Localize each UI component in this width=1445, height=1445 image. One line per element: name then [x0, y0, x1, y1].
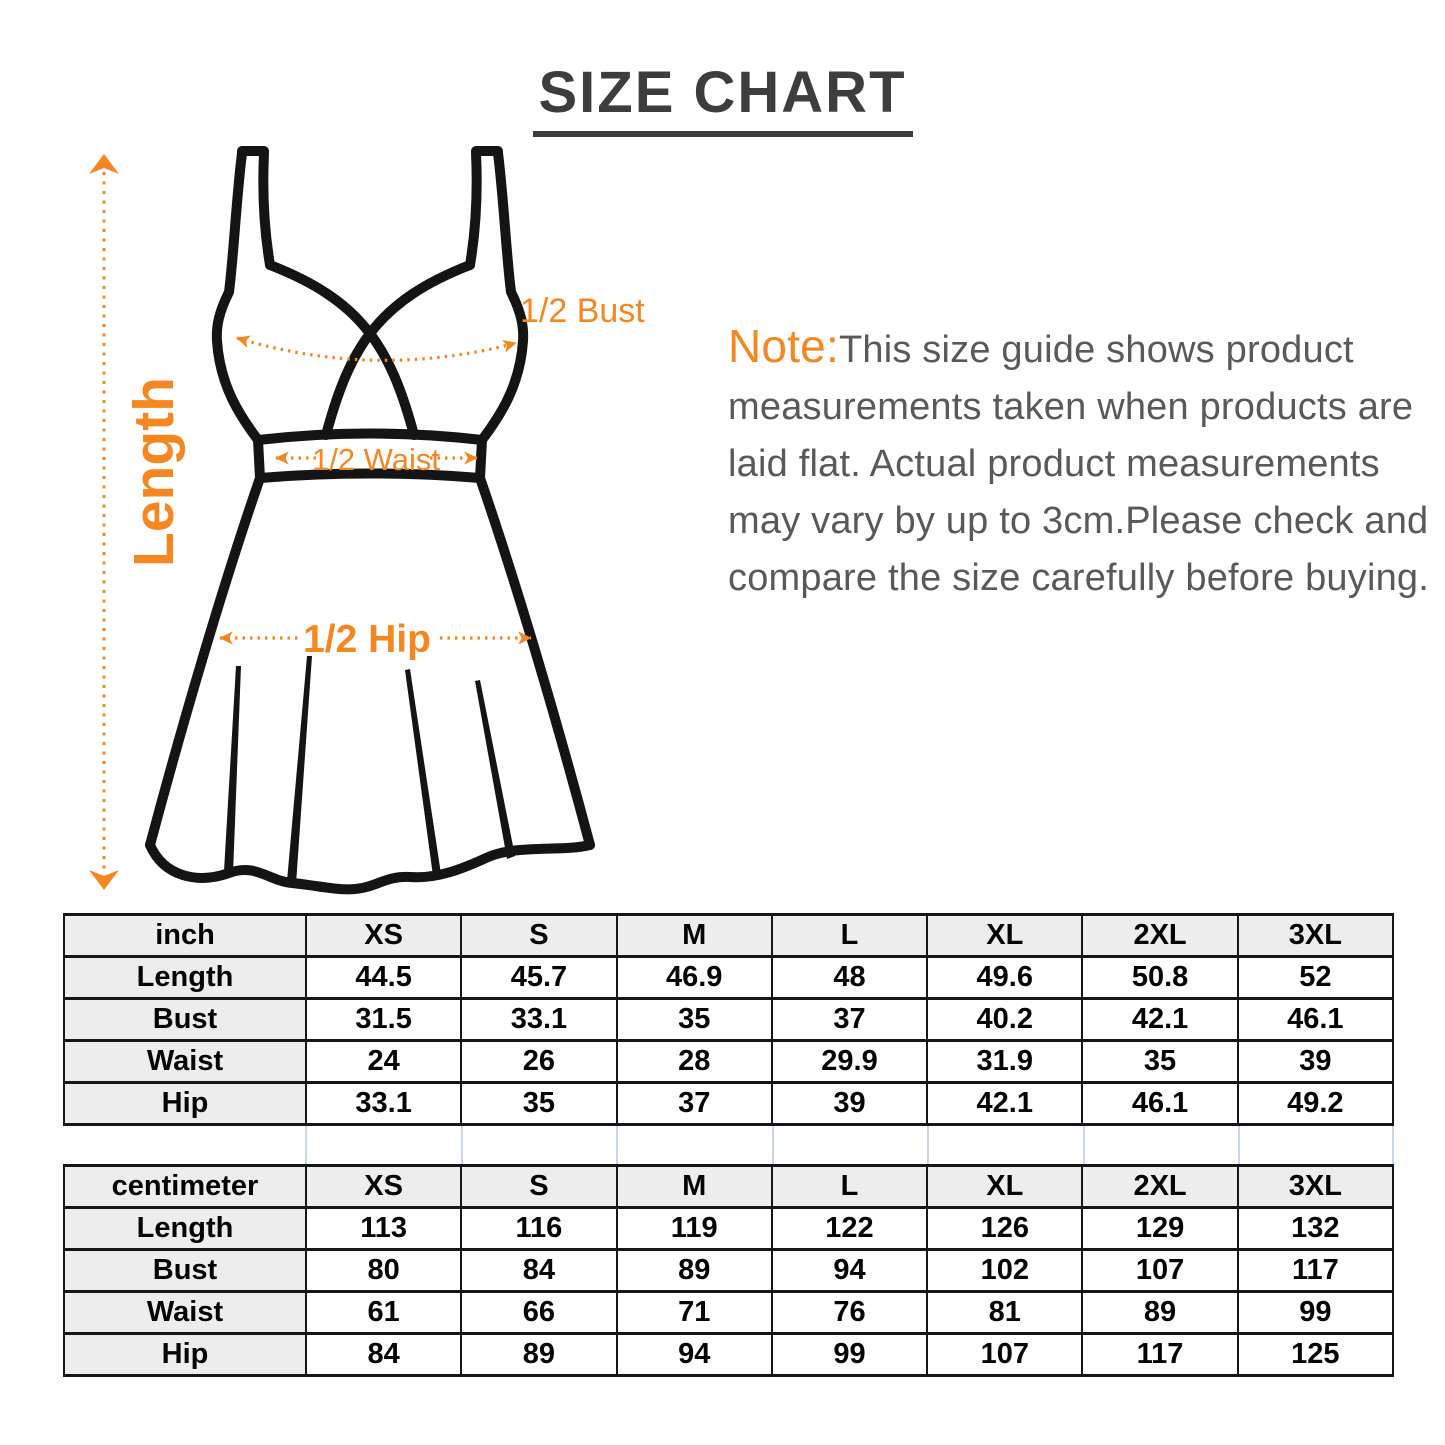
measure-value-cell: 46.9 — [617, 957, 772, 999]
measure-value-cell: 45.7 — [461, 957, 616, 999]
measure-value-cell: 132 — [1238, 1208, 1393, 1250]
centimeter-size-table — [63, 1164, 1394, 1377]
measure-value-cell: 113 — [306, 1208, 461, 1250]
measure-value-cell: 80 — [306, 1250, 461, 1292]
table-row — [64, 1334, 1393, 1376]
measure-value-cell: 66 — [461, 1292, 616, 1334]
note-line: may vary by up to 3cm.Please check and — [728, 500, 1429, 542]
wrap-left-neckline — [270, 265, 414, 435]
hip-label: 1/2 Hip — [303, 618, 431, 661]
gridline — [616, 1126, 618, 1164]
measure-value-cell: 94 — [617, 1334, 772, 1376]
measure-value-cell: 94 — [772, 1250, 927, 1292]
measure-label-cell: Hip — [64, 1083, 306, 1125]
page-title: SIZE CHART — [533, 64, 913, 137]
measure-value-cell: 50.8 — [1082, 957, 1237, 999]
measure-value-cell: 119 — [617, 1208, 772, 1250]
measure-value-cell: 107 — [927, 1334, 1082, 1376]
measure-value-cell: 89 — [1082, 1292, 1237, 1334]
table-row — [64, 1292, 1393, 1334]
measure-value-cell: 61 — [306, 1292, 461, 1334]
size-header-cell: L — [772, 1166, 927, 1208]
measure-value-cell: 129 — [1082, 1208, 1237, 1250]
measure-value-cell: 46.1 — [1082, 1083, 1237, 1125]
size-header-cell: M — [617, 1166, 772, 1208]
unit-header-cell: inch — [64, 915, 306, 957]
measure-value-cell: 35 — [1082, 1041, 1237, 1083]
measure-value-cell: 37 — [617, 1083, 772, 1125]
bodice-left-edge — [217, 153, 258, 440]
size-header-cell: 2XL — [1082, 915, 1237, 957]
note-line: compare the size carefully before buying. — [728, 557, 1430, 599]
size-header-cell: 2XL — [1082, 1166, 1237, 1208]
measure-value-cell: 89 — [461, 1334, 616, 1376]
measure-value-cell: 44.5 — [306, 957, 461, 999]
note-text: This size guide shows product — [838, 329, 1354, 371]
measure-value-cell: 35 — [461, 1083, 616, 1125]
measure-value-cell: 39 — [772, 1083, 927, 1125]
measure-value-cell: 42.1 — [1082, 999, 1237, 1041]
measure-value-cell: 117 — [1238, 1250, 1393, 1292]
bodice-right-edge — [482, 153, 523, 440]
table-row — [64, 1083, 1393, 1125]
measure-value-cell: 31.9 — [927, 1041, 1082, 1083]
measure-value-cell: 33.1 — [461, 999, 616, 1041]
gridline — [1238, 1126, 1240, 1164]
gridline — [305, 1126, 307, 1164]
measure-value-cell: 52 — [1238, 957, 1393, 999]
dress-measurement-diagram — [70, 140, 650, 930]
gridline — [461, 1126, 463, 1164]
dress-outline — [150, 151, 590, 889]
table-row — [64, 1041, 1393, 1083]
table-row — [64, 957, 1393, 999]
measure-value-cell: 99 — [772, 1334, 927, 1376]
table-gap-gridlines — [63, 1126, 1394, 1164]
measure-value-cell: 24 — [306, 1041, 461, 1083]
gridline — [927, 1126, 929, 1164]
measure-value-cell: 102 — [927, 1250, 1082, 1292]
gridline — [772, 1126, 774, 1164]
size-header-cell: XL — [927, 1166, 1082, 1208]
measure-value-cell: 48 — [772, 957, 927, 999]
measure-label-cell: Bust — [64, 999, 306, 1041]
measure-value-cell: 31.5 — [306, 999, 461, 1041]
bust-label: 1/2 Bust — [520, 292, 645, 330]
measure-value-cell: 49.6 — [927, 957, 1082, 999]
table-header-row — [64, 915, 1393, 957]
page-title-wrap — [0, 60, 1445, 137]
measure-value-cell: 46.1 — [1238, 999, 1393, 1041]
measure-label-cell: Bust — [64, 1250, 306, 1292]
table-row — [64, 1208, 1393, 1250]
note-block — [728, 318, 1428, 607]
size-header-cell: 3XL — [1238, 1166, 1393, 1208]
size-header-cell: XL — [927, 915, 1082, 957]
measure-value-cell: 29.9 — [772, 1041, 927, 1083]
measure-value-cell: 89 — [617, 1250, 772, 1292]
measure-label-cell: Length — [64, 957, 306, 999]
wrap-right-neckline — [326, 265, 470, 435]
note-prefix: Note: — [728, 320, 839, 372]
measure-value-cell: 40.2 — [927, 999, 1082, 1041]
size-header-cell: 3XL — [1238, 915, 1393, 957]
note-line — [728, 318, 1428, 379]
length-arrowhead-top — [89, 154, 119, 174]
inch-size-table — [63, 913, 1394, 1126]
size-header-cell: M — [617, 915, 772, 957]
measure-value-cell: 37 — [772, 999, 927, 1041]
size-header-cell: L — [772, 915, 927, 957]
unit-header-cell: centimeter — [64, 1166, 306, 1208]
note-line: laid flat. Actual product measurements — [728, 443, 1380, 485]
measure-value-cell: 117 — [1082, 1334, 1237, 1376]
measure-value-cell: 99 — [1238, 1292, 1393, 1334]
length-label: Length — [122, 377, 186, 567]
measure-label-cell: Hip — [64, 1334, 306, 1376]
measure-value-cell: 28 — [617, 1041, 772, 1083]
measure-value-cell: 126 — [927, 1208, 1082, 1250]
measure-label-cell: Length — [64, 1208, 306, 1250]
size-header-cell: XS — [306, 1166, 461, 1208]
waist-label: 1/2 Waist — [311, 442, 441, 477]
table-row — [64, 999, 1393, 1041]
size-header-cell: S — [461, 1166, 616, 1208]
gridline — [1392, 1126, 1394, 1164]
length-arrowhead-bottom — [89, 870, 119, 890]
measure-value-cell: 76 — [772, 1292, 927, 1334]
skirt-hem — [150, 845, 590, 889]
gridline — [1083, 1126, 1085, 1164]
size-header-cell: XS — [306, 915, 461, 957]
measure-value-cell: 26 — [461, 1041, 616, 1083]
measure-value-cell: 39 — [1238, 1041, 1393, 1083]
note-line: measurements taken when products are — [728, 386, 1414, 428]
measure-label-cell: Waist — [64, 1292, 306, 1334]
measure-value-cell: 71 — [617, 1292, 772, 1334]
measure-value-cell: 84 — [461, 1250, 616, 1292]
table-row — [64, 1250, 1393, 1292]
measure-value-cell: 33.1 — [306, 1083, 461, 1125]
table-header-row — [64, 1166, 1393, 1208]
measure-label-cell: Waist — [64, 1041, 306, 1083]
measure-value-cell: 42.1 — [927, 1083, 1082, 1125]
measure-value-cell: 116 — [461, 1208, 616, 1250]
size-header-cell: S — [461, 915, 616, 957]
skirt-pleats — [224, 656, 515, 884]
measure-value-cell: 107 — [1082, 1250, 1237, 1292]
measure-value-cell: 122 — [772, 1208, 927, 1250]
measure-value-cell: 35 — [617, 999, 772, 1041]
measure-value-cell: 49.2 — [1238, 1083, 1393, 1125]
strap-left-inner — [263, 153, 270, 265]
strap-right-inner — [470, 153, 477, 265]
measure-value-cell: 84 — [306, 1334, 461, 1376]
measure-value-cell: 125 — [1238, 1334, 1393, 1376]
measure-value-cell: 81 — [927, 1292, 1082, 1334]
